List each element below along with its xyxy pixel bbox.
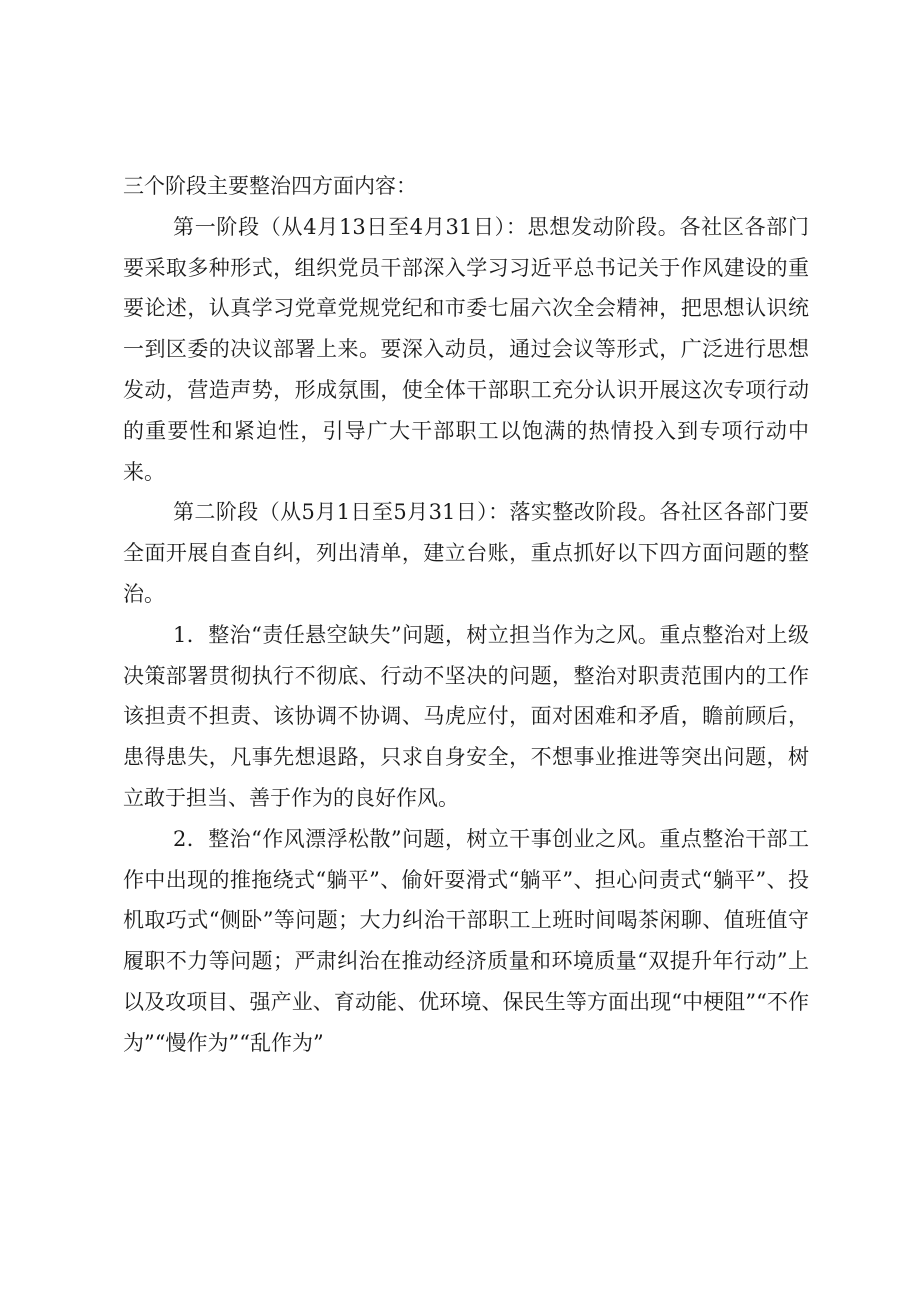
stage-two-paragraph: 第二阶段（从5月1日至5月31日）：落实整改阶段。各社区各部门要全面开展自查自纠，列出清单，建立台账，重点抓好以下四方面问题的整治。 — [123, 500, 809, 606]
intro-paragraph: 三个阶段主要整治四方面内容： — [123, 174, 417, 198]
document-body — [123, 166, 809, 1064]
item-one-paragraph: 1．整治“责任悬空缺失”问题，树立担当作为之风。重点整治对上级决策部署贯彻执行不彻底、行动不坚决的问题，整治对职责范围内的工作该担责不担责、该协调不协调、马虎应付，面对困难和矛盾，瞻前顾后，患得患失，凡事先想退路，只求自身安全，不想事业推进等突出问题，树立敢于担当、善于作为的良好作风。 — [123, 622, 809, 810]
item-two-paragraph: 2．整治“作风漂浮松散”问题，树立干事创业之风。重点整治干部工作中出现的推拖绕式“躺平”、偷奸耍滑式“躺平”、担心问责式“躺平”、投机取巧式“侧卧”等问题；大力纠治干部职工上班时间喝茶闲聊、值班值守履职不力等问题；严肃纠治在推动经济质量和环境质量“双提升年行动”上以及攻项目、强产业、育动能、优环境、保民生等方面出现“中梗阻”“不作为”“慢作为”“乱作为” — [123, 826, 809, 1055]
stage-one-paragraph: 第一阶段（从4月13日至4月31日）：思想发动阶段。各社区各部门要采取多种形式，组织党员干部深入学习习近平总书记关于作风建设的重要论述，认真学习党章党规党纪和市委七届六次全会精神，把思想认识统一到区委的决议部署上来。要深入动员，通过会议等形式，广泛进行思想发动，营造声势，形成氛围，使全体干部职工充分认识开展这次专项行动的重要性和紧迫性，引导广大干部职工以饱满的热情投入到专项行动中来。 — [123, 214, 809, 484]
